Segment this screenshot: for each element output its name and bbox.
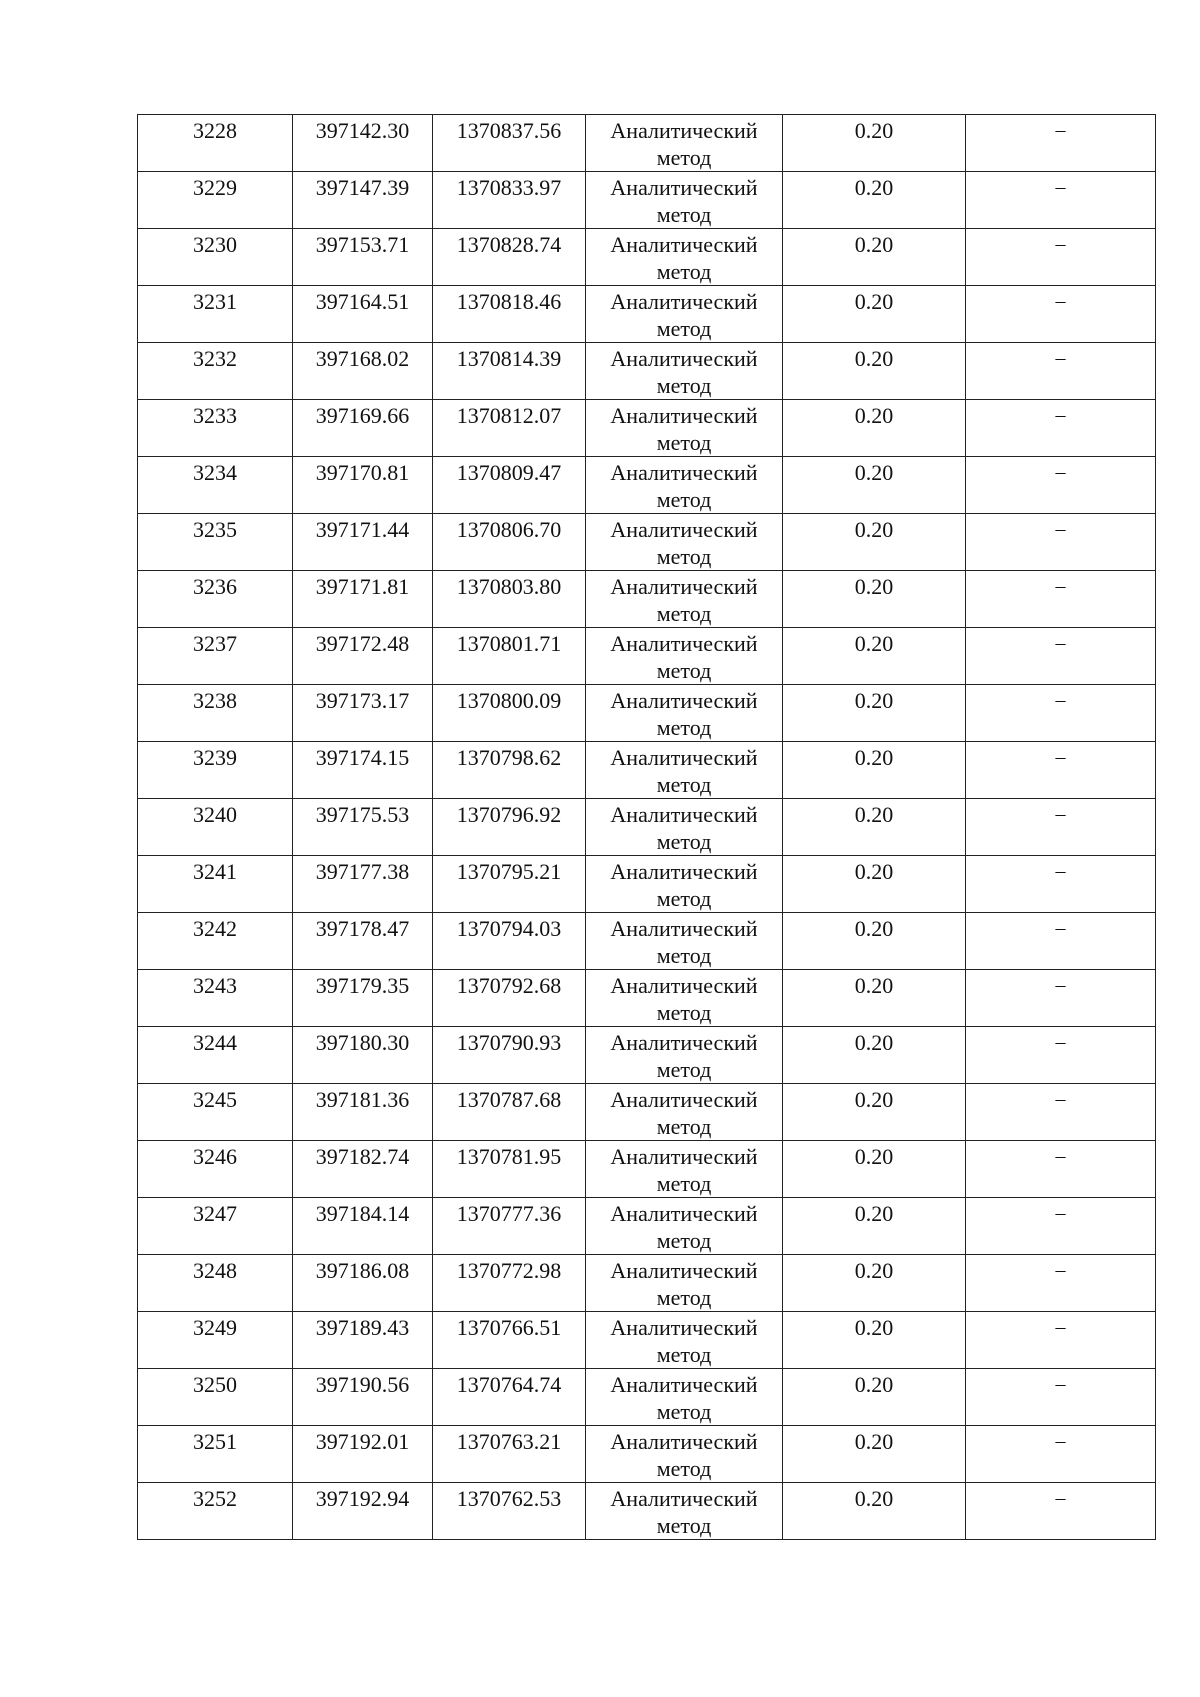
method-cell: [586, 400, 783, 457]
method-cell: [586, 628, 783, 685]
x-coordinate-cell: 397180.30: [293, 1027, 433, 1084]
note-cell: –: [966, 400, 1156, 457]
y-coordinate-cell: 1370790.93: [433, 1027, 586, 1084]
x-coordinate-cell: 397192.01: [293, 1426, 433, 1483]
method-cell: [586, 229, 783, 286]
method-line-2: метод: [656, 715, 712, 740]
note-cell: –: [966, 229, 1156, 286]
note-cell: –: [966, 1483, 1156, 1540]
y-coordinate-cell: 1370777.36: [433, 1198, 586, 1255]
y-coordinate-cell: 1370772.98: [433, 1255, 586, 1312]
note-cell: –: [966, 115, 1156, 172]
method-cell: [586, 457, 783, 514]
method-cell: [586, 970, 783, 1027]
point-number-cell: 3248: [138, 1255, 293, 1312]
method-line-2: метод: [656, 1399, 712, 1424]
y-coordinate-cell: 1370801.71: [433, 628, 586, 685]
x-coordinate-cell: 397170.81: [293, 457, 433, 514]
note-cell: –: [966, 343, 1156, 400]
note-cell: –: [966, 514, 1156, 571]
method-line-2: метод: [656, 772, 712, 797]
method-line-2: метод: [656, 1171, 712, 1196]
accuracy-cell: 0.20: [783, 628, 966, 685]
method-cell: [586, 742, 783, 799]
method-line-2: метод: [656, 544, 712, 569]
accuracy-cell: 0.20: [783, 172, 966, 229]
point-number-cell: 3237: [138, 628, 293, 685]
y-coordinate-cell: 1370792.68: [433, 970, 586, 1027]
table-row: [138, 628, 1156, 685]
table-row: [138, 1027, 1156, 1084]
point-number-cell: 3239: [138, 742, 293, 799]
method-line-2: метод: [656, 658, 712, 683]
method-line-2: метод: [656, 1000, 712, 1025]
note-cell: –: [966, 1198, 1156, 1255]
table-row: [138, 799, 1156, 856]
table-row: [138, 1483, 1156, 1540]
method-line-1: Аналитический: [610, 631, 758, 656]
x-coordinate-cell: 397178.47: [293, 913, 433, 970]
method-cell: [586, 343, 783, 400]
accuracy-cell: 0.20: [783, 1426, 966, 1483]
point-number-cell: 3233: [138, 400, 293, 457]
point-number-cell: 3244: [138, 1027, 293, 1084]
x-coordinate-cell: 397142.30: [293, 115, 433, 172]
method-cell: [586, 571, 783, 628]
accuracy-cell: 0.20: [783, 1027, 966, 1084]
x-coordinate-cell: 397181.36: [293, 1084, 433, 1141]
method-line-1: Аналитический: [610, 460, 758, 485]
method-cell: [586, 172, 783, 229]
table-row: [138, 172, 1156, 229]
x-coordinate-cell: 397172.48: [293, 628, 433, 685]
note-cell: –: [966, 286, 1156, 343]
table-body: [138, 115, 1156, 1540]
table-row: [138, 970, 1156, 1027]
y-coordinate-cell: 1370764.74: [433, 1369, 586, 1426]
method-cell: [586, 1483, 783, 1540]
x-coordinate-cell: 397171.81: [293, 571, 433, 628]
y-coordinate-cell: 1370795.21: [433, 856, 586, 913]
table-row: [138, 685, 1156, 742]
method-cell: [586, 1426, 783, 1483]
method-line-1: Аналитический: [610, 745, 758, 770]
method-line-2: метод: [656, 1057, 712, 1082]
point-number-cell: 3243: [138, 970, 293, 1027]
x-coordinate-cell: 397186.08: [293, 1255, 433, 1312]
table-row: [138, 742, 1156, 799]
note-cell: –: [966, 457, 1156, 514]
point-number-cell: 3249: [138, 1312, 293, 1369]
point-number-cell: 3250: [138, 1369, 293, 1426]
note-cell: –: [966, 1312, 1156, 1369]
table-row: [138, 1198, 1156, 1255]
method-line-1: Аналитический: [610, 1315, 758, 1340]
accuracy-cell: 0.20: [783, 229, 966, 286]
y-coordinate-cell: 1370762.53: [433, 1483, 586, 1540]
method-cell: [586, 856, 783, 913]
method-cell: [586, 1255, 783, 1312]
y-coordinate-cell: 1370837.56: [433, 115, 586, 172]
y-coordinate-cell: 1370814.39: [433, 343, 586, 400]
method-line-2: метод: [656, 1114, 712, 1139]
method-line-1: Аналитический: [610, 574, 758, 599]
accuracy-cell: 0.20: [783, 115, 966, 172]
y-coordinate-cell: 1370794.03: [433, 913, 586, 970]
accuracy-cell: 0.20: [783, 1369, 966, 1426]
method-cell: [586, 685, 783, 742]
accuracy-cell: 0.20: [783, 685, 966, 742]
point-number-cell: 3247: [138, 1198, 293, 1255]
table-row: [138, 856, 1156, 913]
note-cell: –: [966, 856, 1156, 913]
accuracy-cell: 0.20: [783, 400, 966, 457]
point-number-cell: 3230: [138, 229, 293, 286]
table-row: [138, 457, 1156, 514]
method-line-1: Аналитический: [610, 688, 758, 713]
table-row: [138, 1369, 1156, 1426]
point-number-cell: 3234: [138, 457, 293, 514]
accuracy-cell: 0.20: [783, 913, 966, 970]
y-coordinate-cell: 1370812.07: [433, 400, 586, 457]
y-coordinate-cell: 1370806.70: [433, 514, 586, 571]
method-line-2: метод: [656, 202, 712, 227]
note-cell: –: [966, 1084, 1156, 1141]
method-cell: [586, 1027, 783, 1084]
point-number-cell: 3228: [138, 115, 293, 172]
method-line-1: Аналитический: [610, 1429, 758, 1454]
note-cell: –: [966, 172, 1156, 229]
point-number-cell: 3238: [138, 685, 293, 742]
table-row: [138, 514, 1156, 571]
coordinates-table: [137, 114, 1156, 1540]
method-cell: [586, 115, 783, 172]
y-coordinate-cell: 1370833.97: [433, 172, 586, 229]
note-cell: –: [966, 1255, 1156, 1312]
method-line-1: Аналитический: [610, 232, 758, 257]
method-cell: [586, 1312, 783, 1369]
method-cell: [586, 1198, 783, 1255]
accuracy-cell: 0.20: [783, 286, 966, 343]
method-line-1: Аналитический: [610, 1258, 758, 1283]
method-line-2: метод: [656, 316, 712, 341]
note-cell: –: [966, 1141, 1156, 1198]
y-coordinate-cell: 1370818.46: [433, 286, 586, 343]
y-coordinate-cell: 1370796.92: [433, 799, 586, 856]
accuracy-cell: 0.20: [783, 799, 966, 856]
table-row: [138, 115, 1156, 172]
note-cell: –: [966, 571, 1156, 628]
method-line-1: Аналитический: [610, 517, 758, 542]
note-cell: –: [966, 1369, 1156, 1426]
x-coordinate-cell: 397189.43: [293, 1312, 433, 1369]
x-coordinate-cell: 397182.74: [293, 1141, 433, 1198]
method-line-2: метод: [656, 487, 712, 512]
x-coordinate-cell: 397169.66: [293, 400, 433, 457]
method-line-2: метод: [656, 145, 712, 170]
y-coordinate-cell: 1370766.51: [433, 1312, 586, 1369]
method-line-2: метод: [656, 259, 712, 284]
method-cell: [586, 1084, 783, 1141]
note-cell: –: [966, 1426, 1156, 1483]
method-line-1: Аналитический: [610, 118, 758, 143]
method-line-1: Аналитический: [610, 1030, 758, 1055]
method-line-1: Аналитический: [610, 859, 758, 884]
y-coordinate-cell: 1370809.47: [433, 457, 586, 514]
accuracy-cell: 0.20: [783, 343, 966, 400]
note-cell: –: [966, 799, 1156, 856]
point-number-cell: 3246: [138, 1141, 293, 1198]
x-coordinate-cell: 397153.71: [293, 229, 433, 286]
method-line-1: Аналитический: [610, 346, 758, 371]
method-line-1: Аналитический: [610, 1144, 758, 1169]
y-coordinate-cell: 1370798.62: [433, 742, 586, 799]
accuracy-cell: 0.20: [783, 1198, 966, 1255]
accuracy-cell: 0.20: [783, 514, 966, 571]
x-coordinate-cell: 397177.38: [293, 856, 433, 913]
point-number-cell: 3231: [138, 286, 293, 343]
method-cell: [586, 799, 783, 856]
y-coordinate-cell: 1370800.09: [433, 685, 586, 742]
x-coordinate-cell: 397168.02: [293, 343, 433, 400]
accuracy-cell: 0.20: [783, 970, 966, 1027]
point-number-cell: 3252: [138, 1483, 293, 1540]
y-coordinate-cell: 1370803.80: [433, 571, 586, 628]
table-row: [138, 1255, 1156, 1312]
method-line-2: метод: [656, 1342, 712, 1367]
table-row: [138, 1312, 1156, 1369]
accuracy-cell: 0.20: [783, 1312, 966, 1369]
method-line-2: метод: [656, 601, 712, 626]
note-cell: –: [966, 628, 1156, 685]
y-coordinate-cell: 1370781.95: [433, 1141, 586, 1198]
table-row: [138, 913, 1156, 970]
note-cell: –: [966, 742, 1156, 799]
x-coordinate-cell: 397171.44: [293, 514, 433, 571]
y-coordinate-cell: 1370763.21: [433, 1426, 586, 1483]
table-row: [138, 571, 1156, 628]
x-coordinate-cell: 397175.53: [293, 799, 433, 856]
x-coordinate-cell: 397147.39: [293, 172, 433, 229]
method-line-1: Аналитический: [610, 802, 758, 827]
point-number-cell: 3235: [138, 514, 293, 571]
method-cell: [586, 1369, 783, 1426]
point-number-cell: 3240: [138, 799, 293, 856]
point-number-cell: 3229: [138, 172, 293, 229]
table-row: [138, 1141, 1156, 1198]
method-cell: [586, 1141, 783, 1198]
accuracy-cell: 0.20: [783, 1255, 966, 1312]
point-number-cell: 3242: [138, 913, 293, 970]
table-row: [138, 286, 1156, 343]
method-line-2: метод: [656, 886, 712, 911]
accuracy-cell: 0.20: [783, 1483, 966, 1540]
x-coordinate-cell: 397179.35: [293, 970, 433, 1027]
x-coordinate-cell: 397173.17: [293, 685, 433, 742]
method-cell: [586, 913, 783, 970]
note-cell: –: [966, 913, 1156, 970]
method-line-2: метод: [656, 829, 712, 854]
table-row: [138, 1426, 1156, 1483]
method-line-1: Аналитический: [610, 1372, 758, 1397]
point-number-cell: 3241: [138, 856, 293, 913]
point-number-cell: 3232: [138, 343, 293, 400]
accuracy-cell: 0.20: [783, 457, 966, 514]
accuracy-cell: 0.20: [783, 1084, 966, 1141]
point-number-cell: 3236: [138, 571, 293, 628]
table-row: [138, 400, 1156, 457]
method-line-2: метод: [656, 1285, 712, 1310]
note-cell: –: [966, 685, 1156, 742]
method-line-1: Аналитический: [610, 175, 758, 200]
method-line-2: метод: [656, 373, 712, 398]
accuracy-cell: 0.20: [783, 856, 966, 913]
point-number-cell: 3251: [138, 1426, 293, 1483]
method-line-2: метод: [656, 430, 712, 455]
method-cell: [586, 514, 783, 571]
table-row: [138, 229, 1156, 286]
method-line-2: метод: [656, 943, 712, 968]
x-coordinate-cell: 397192.94: [293, 1483, 433, 1540]
method-line-1: Аналитический: [610, 973, 758, 998]
accuracy-cell: 0.20: [783, 742, 966, 799]
method-line-1: Аналитический: [610, 916, 758, 941]
method-line-1: Аналитический: [610, 1201, 758, 1226]
note-cell: –: [966, 970, 1156, 1027]
accuracy-cell: 0.20: [783, 1141, 966, 1198]
method-line-1: Аналитический: [610, 1486, 758, 1511]
table-row: [138, 1084, 1156, 1141]
x-coordinate-cell: 397164.51: [293, 286, 433, 343]
method-line-2: метод: [656, 1228, 712, 1253]
point-number-cell: 3245: [138, 1084, 293, 1141]
method-line-1: Аналитический: [610, 289, 758, 314]
x-coordinate-cell: 397174.15: [293, 742, 433, 799]
method-line-2: метод: [656, 1456, 712, 1481]
x-coordinate-cell: 397190.56: [293, 1369, 433, 1426]
y-coordinate-cell: 1370828.74: [433, 229, 586, 286]
y-coordinate-cell: 1370787.68: [433, 1084, 586, 1141]
note-cell: –: [966, 1027, 1156, 1084]
method-line-1: Аналитический: [610, 1087, 758, 1112]
method-line-2: метод: [656, 1513, 712, 1538]
method-cell: [586, 286, 783, 343]
table-row: [138, 343, 1156, 400]
accuracy-cell: 0.20: [783, 571, 966, 628]
x-coordinate-cell: 397184.14: [293, 1198, 433, 1255]
method-line-1: Аналитический: [610, 403, 758, 428]
